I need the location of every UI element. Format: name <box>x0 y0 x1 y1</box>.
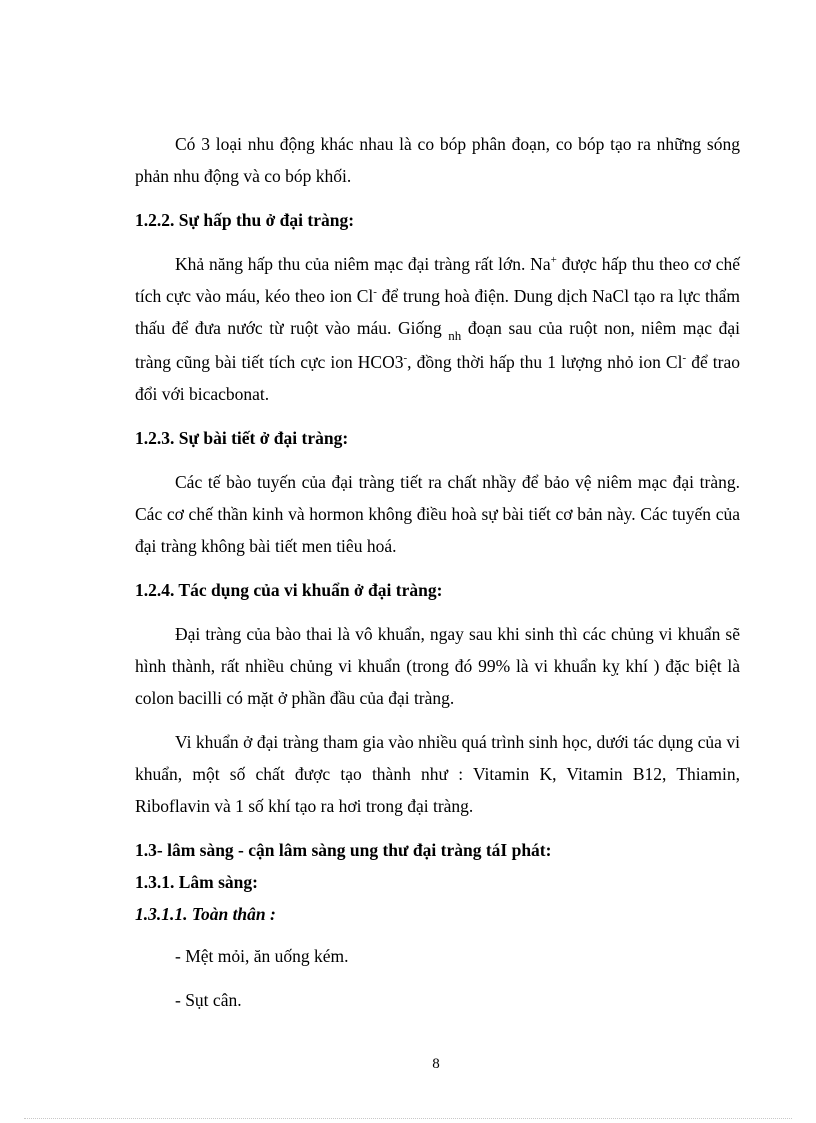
text-segment: để trung hoà điện. Dung dịch NaCl tạo ra lực thẩm thấu để đưa nước từ ruột vào máu. Giống <box>135 286 740 338</box>
paragraph-absorption <box>135 248 740 410</box>
heading-1-2-4: 1.2.4. Tác dụng của vi khuẩn ở đại tràng: <box>135 580 443 600</box>
paragraph-secretion: Các tế bào tuyến của đại tràng tiết ra chất nhầy để bảo vệ niêm mạc đại tràng. Các cơ chế thần kinh và hormon không điều hoà sự bài tiết cơ bản này. Các tuyến của đại tràng không bài tiết men tiêu hoá. <box>135 472 740 556</box>
paragraph-bacteria-role: Vi khuẩn ở đại tràng tham gia vào nhiều quá trình sinh học, dưới tác dụng của vi khuẩn, một số chất được tạo thành như : Vitamin K, Vitamin B12, Thiamin, Riboflavin và 1 số khí tạo ra hơi trong đại tràng. <box>135 732 740 816</box>
heading-1-3: 1.3- lâm sàng - cận lâm sàng ung thư đại tràng táI phát: <box>135 840 552 860</box>
superscript-minus: - <box>373 286 377 299</box>
heading-1-2-3: 1.2.3. Sự bài tiết ở đại tràng: <box>135 428 349 448</box>
subscript-nh: nh <box>448 328 462 343</box>
superscript-minus: - <box>403 352 408 365</box>
heading-1-2-2: 1.2.2. Sự hấp thu ở đại tràng: <box>135 210 355 230</box>
list-item-weight-loss: - Sụt cân. <box>175 990 242 1010</box>
page-number: 8 <box>432 1056 440 1072</box>
paragraph-peristalsis: Có 3 loại nhu động khác nhau là co bóp phân đoạn, co bóp tạo ra những sóng phản nhu động và co bóp khối. <box>135 134 740 186</box>
list-item-fatigue: - Mệt mỏi, ăn uống kém. <box>175 946 349 966</box>
text-segment: được hấp thu theo cơ chế tích cực vào máu, kéo theo ion Cl <box>135 254 740 306</box>
text-segment: đoạn sau của ruột non, niêm mạc đại tràng cũng bài tiết tích cực ion HCO3 <box>135 318 740 372</box>
text-segment: Khả năng hấp thu của niêm mạc đại tràng rất lớn. Na <box>175 254 551 274</box>
page-bottom-divider <box>24 1118 792 1119</box>
superscript-minus: - <box>682 352 687 365</box>
text-segment: để trao đổi với bicacbonat. <box>135 352 740 404</box>
page-body <box>135 128 740 1028</box>
heading-1-3-1-1: 1.3.1.1. Toàn thân : <box>135 904 276 924</box>
paragraph-bacteria-fetal: Đại tràng của bào thai là vô khuẩn, ngay sau khi sinh thì các chủng vi khuẩn sẽ hình thành, rất nhiều chủng vi khuẩn (trong đó 99% là vi khuẩn kỵ khí ) đặc biệt là colon bacilli có mặt ở phần đầu của đại tràng. <box>135 624 740 708</box>
heading-1-3-1: 1.3.1. Lâm sàng: <box>135 872 258 892</box>
superscript-plus: + <box>550 254 557 267</box>
text-segment: , đồng thời hấp thu 1 lượng nhỏ ion Cl <box>407 352 683 372</box>
